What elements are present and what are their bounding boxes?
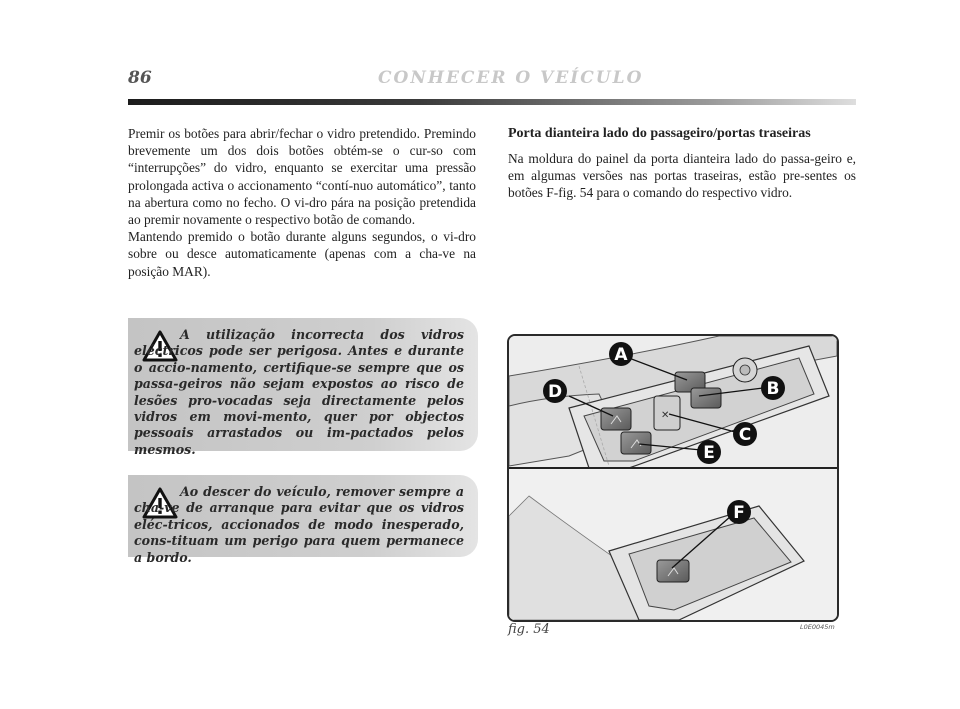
- label-d: [543, 379, 567, 403]
- svg-text:✕: ✕: [661, 410, 670, 421]
- right-column: [508, 125, 856, 202]
- right-paragraph: Na moldura do painel da porta dianteira lado do passa-geiro e, em algumas versões nas portas traseiras, estão pre-sentes os botões F-fig. 54 para o comando do respectivo vidro.: [508, 151, 856, 201]
- svg-text:E: E: [703, 443, 715, 463]
- page-number: 86: [128, 68, 152, 88]
- left-column: [128, 125, 476, 280]
- right-heading: Porta dianteira lado do passageiro/portas traseiras: [508, 126, 811, 141]
- label-c: [733, 422, 757, 446]
- warning-box-2: [128, 475, 478, 565]
- switch-d: [601, 408, 631, 430]
- svg-text:C: C: [738, 425, 752, 445]
- label-b: [761, 376, 785, 400]
- label-a: [609, 342, 633, 366]
- warning-text-1: A utilização incorrecta dos vidros eléctricos pode ser perigosa. Antes e durante o accio-namento, certifique-se sempre que os passa-geiros não sejam expostos ao risco de lesões pro-vocadas seja directamente pelos vidros em movi-mento, quer por objectos pessoais arrastados ou im-pactados pelos mesmos.: [134, 327, 464, 457]
- left-paragraph-2: Mantendo premido o botão durante alguns segundos, o vi-dro sobre ou desce automaticamente (apenas com a cha-ve na posição MAR).: [128, 229, 476, 279]
- switch-f: [657, 560, 689, 582]
- svg-text:B: B: [766, 379, 780, 399]
- switch-e: [621, 432, 651, 454]
- window-switch-illustration: [509, 336, 837, 620]
- svg-text:F: F: [733, 503, 745, 523]
- warning-text-2: Ao descer do veículo, remover sempre a cha-ve de arranque para evitar que os vidros eléc-tricos, accionados de modo inesperado, cons-tituam um perigo para quem permanece a bordo.: [134, 484, 464, 565]
- label-e: [697, 440, 721, 464]
- label-f: [727, 500, 751, 524]
- warning-box-1: [128, 318, 478, 457]
- left-paragraph-1: Premir os botões para abrir/fechar o vidro pretendido. Premindo brevemente um dos dois botões obtém-se o cur-so com “interrupções” do vidro, enquanto se exercitar uma pressão prolongada activa o accionamento “contí-nuo automático”, tanto na abertura como no fecho. O vi-dro pára na posição pretendida ao premir novamente o respectivo botão de comando.: [128, 126, 476, 228]
- figure-54: [507, 334, 839, 622]
- section-title: CONHECER O VEÍCULO: [378, 68, 644, 88]
- svg-text:D: D: [547, 382, 563, 402]
- svg-text:A: A: [614, 345, 628, 365]
- switch-b: [691, 388, 721, 408]
- figure-code: L0E0045m: [800, 623, 835, 631]
- figure-caption: fig. 54: [508, 622, 550, 637]
- header-rule: [128, 99, 856, 105]
